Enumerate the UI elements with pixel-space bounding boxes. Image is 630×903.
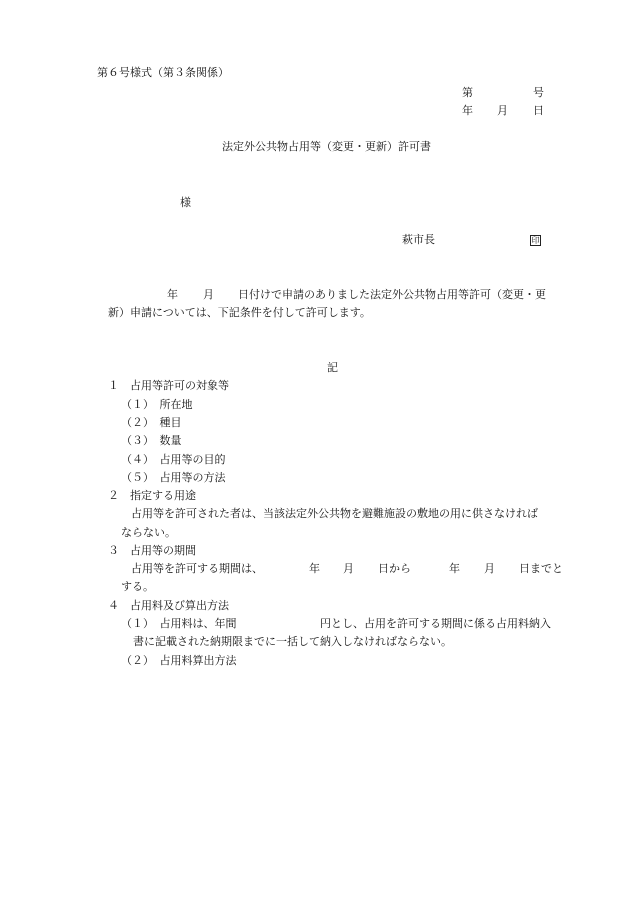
section3-text-line2: する。 (121, 580, 154, 593)
issuer: 萩市長 (402, 233, 435, 246)
section3-day-from: 日から (378, 562, 411, 575)
section4-item1-label: （１） 占用料は、年間 (121, 617, 237, 630)
section4-heading: ４ 占用料及び算出方法 (108, 599, 229, 612)
section4-item1-line2: 書に記載された納期限までに一括して納入しなければならない。 (133, 635, 452, 648)
ki-marker: 記 (327, 361, 338, 374)
date-day: 日 (533, 104, 544, 117)
section3-year-until: 年 (449, 562, 460, 575)
section1-item-location: （１） 所在地 (121, 398, 193, 411)
body-line2: 新）申請については、下記条件を付して許可します。 (108, 306, 371, 319)
body-line1: 日付けで申請のありました法定外公共物占用等許可（変更・更 (238, 288, 546, 301)
section1-item-purpose: （４） 占用等の目的 (121, 453, 226, 466)
section3-text-start: 占用等を許可する期間は、 (131, 562, 263, 575)
section1-item-quantity: （３） 数量 (121, 434, 182, 447)
date-month: 月 (497, 104, 508, 117)
section2-text-line2: ならない。 (121, 526, 176, 539)
date-year: 年 (462, 104, 473, 117)
section3-month-from: 月 (343, 562, 354, 575)
section4-item1-rest: 円とし、占用を許可する期間に係る占用料納入 (320, 617, 551, 630)
section2-text-line1: 占用等を許可された者は、当該法定外公共物を避難施設の敷地の用に供さなければ (131, 507, 538, 520)
section1-item-type: （２） 種目 (121, 416, 182, 429)
section1-heading: １ 占用等許可の対象等 (108, 379, 229, 392)
section1-item-method: （５） 占用等の方法 (121, 471, 226, 484)
section3-year-from: 年 (309, 562, 320, 575)
addressee-suffix: 様 (180, 196, 191, 209)
body-year: 年 (167, 288, 178, 301)
doc-number-dai: 第 (462, 86, 473, 99)
section3-day-until: 日までと (519, 562, 563, 575)
section3-month-until: 月 (484, 562, 495, 575)
form-label: 第６号様式（第３条関係） (97, 66, 229, 79)
section2-heading: ２ 指定する用途 (108, 489, 196, 502)
body-month: 月 (203, 288, 214, 301)
section4-item2: （２） 占用料算出方法 (121, 654, 237, 667)
document-title: 法定外公共物占用等（変更・更新）許可書 (222, 140, 431, 153)
doc-number-go: 号 (533, 86, 544, 99)
seal-mark: 印 (531, 236, 540, 245)
section3-heading: ３ 占用等の期間 (108, 544, 196, 557)
